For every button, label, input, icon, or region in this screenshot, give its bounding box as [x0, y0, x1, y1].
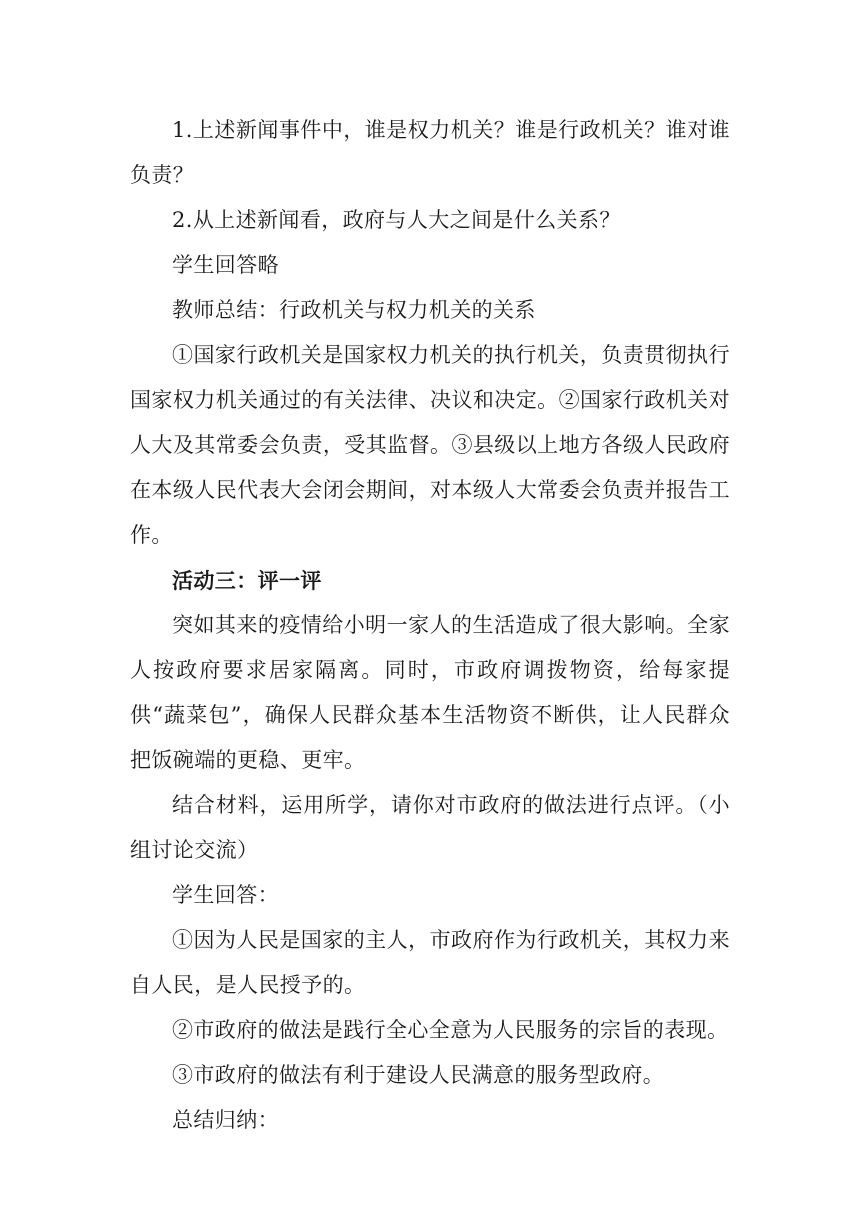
student-answer-note: 学生回答略 — [172, 253, 279, 277]
answer-point-1: ①因为人民是国家的主人，市政府作为行政机关，其权力来自人民，是人民授予的。 — [130, 928, 730, 997]
student-answer-label: 学生回答： — [172, 883, 279, 907]
teacher-summary-body: ①国家行政机关是国家权力机关的执行机关，负责贯彻执行国家权力机关通过的有关法律、决议和决定。②国家行政机关对人大及其常委会负责，受其监督。③县级以上地方各级人民政府在本级人民代表大会闭会期间，对本级人大常委会负责并报告工作。 — [130, 343, 730, 547]
conclusion-label: 总结归纳： — [172, 1108, 279, 1132]
activity-3-heading: 活动三：评一评 — [172, 568, 322, 593]
answer-point-2: ②市政府的做法是践行全心全意为人民服务的宗旨的表现。 — [172, 1018, 729, 1042]
teacher-summary-title: 教师总结：行政机关与权力机关的关系 — [172, 298, 536, 322]
document-body — [130, 108, 730, 1143]
question-2: 2.从上述新闻看，政府与人大之间是什么关系？ — [172, 208, 621, 232]
answer-point-3: ③市政府的做法有利于建设人民满意的服务型政府。 — [172, 1063, 665, 1087]
activity-3-material: 突如其来的疫情给小明一家人的生活造成了很大影响。全家人按政府要求居家隔离。同时，市政府调拨物资，给每家提供“蔬菜包”，确保人民群众基本生活物资不断供，让人民群众把饭碗端的更稳、更牢。 — [130, 613, 730, 772]
question-1: 1.上述新闻事件中，谁是权力机关？谁是行政机关？谁对谁负责？ — [130, 118, 730, 187]
activity-3-task: 结合材料，运用所学，请你对市政府的做法进行点评。（小组讨论交流） — [130, 793, 730, 862]
